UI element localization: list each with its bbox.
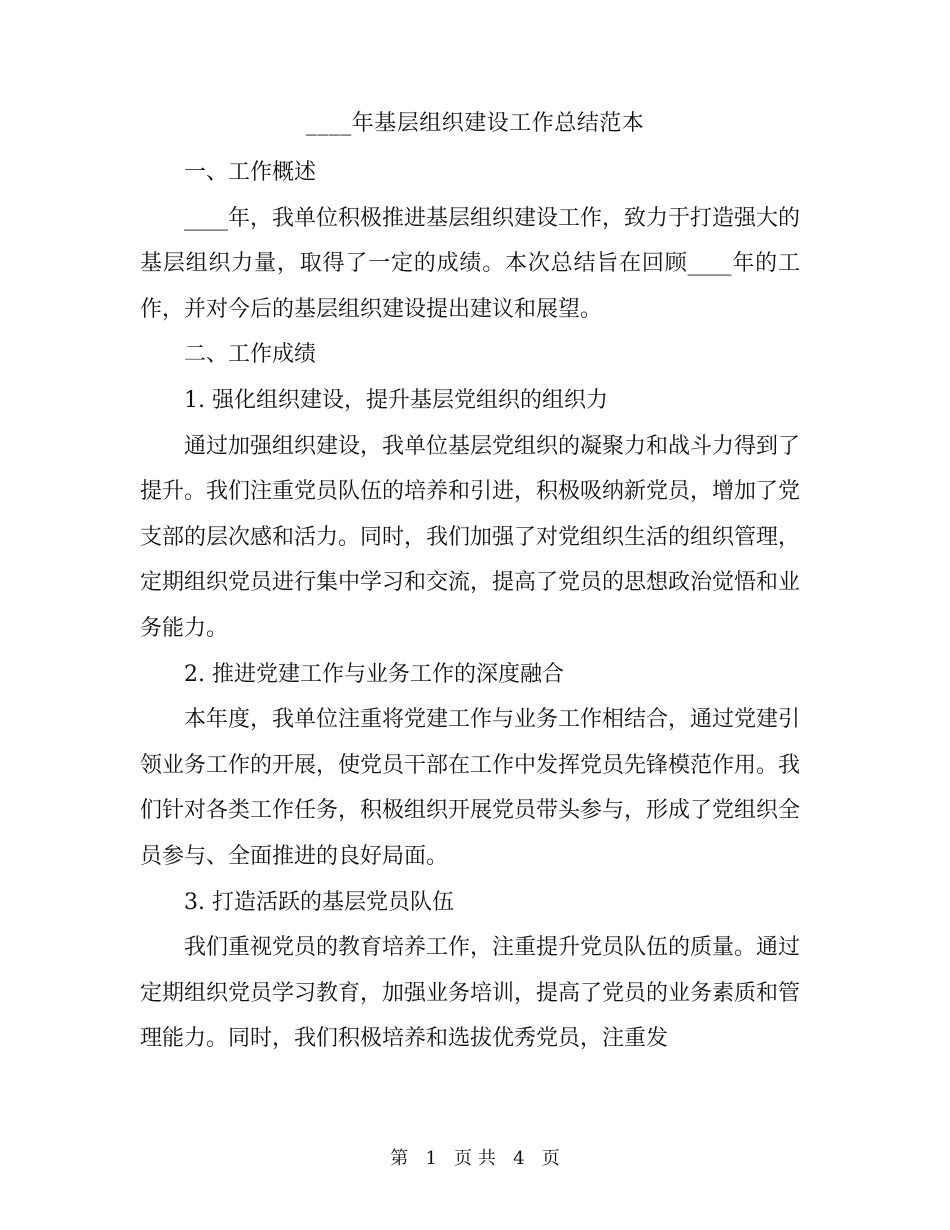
page-footer bbox=[0, 1144, 950, 1174]
footer-current-page: 1 bbox=[425, 1148, 437, 1169]
paragraph-2: 本年度，我单位注重将党建工作与业务工作相结合，通过党建引领业务工作的开展，使党员干部在工作中发挥党员先锋模范作用。我们针对各类工作任务，积极组织开展党员带头参与，形成了党组织全员参与、全面推进的良好局面。 bbox=[140, 707, 801, 869]
footer-middle: 页 共 bbox=[454, 1148, 496, 1169]
footer-prefix: 第 bbox=[390, 1148, 409, 1169]
subheading-1: 1. 强化组织建设，提升基层党组织的组织力 bbox=[184, 387, 608, 413]
section-heading-achievements: 二、工作成绩 bbox=[184, 342, 317, 368]
document-body bbox=[140, 150, 800, 1062]
section-heading-overview: 一、工作概述 bbox=[184, 160, 317, 185]
footer-suffix: 页 bbox=[541, 1148, 560, 1169]
document-title: ____年基层组织建设工作总结范本 bbox=[305, 111, 645, 136]
subheading-3: 3. 打造活跃的基层党员队伍 bbox=[184, 889, 454, 915]
paragraph-3: 我们重视党员的教育培养工作，注重提升党员队伍的质量。通过定期组织党员学习教育，加强业务培训，提高了党员的业务素质和管理能力。同时，我们积极培养和选拔优秀党员，注重发 bbox=[140, 935, 801, 1052]
footer-total-pages: 4 bbox=[513, 1148, 525, 1169]
paragraph-overview: ____年，我单位积极推进基层组织建设工作，致力于打造强大的基层组织力量，取得了一定的成绩。本次总结旨在回顾____年的工作，并对今后的基层组织建设提出建议和展望。 bbox=[140, 205, 801, 322]
subheading-2: 2. 推进党建工作与业务工作的深度融合 bbox=[184, 661, 564, 687]
paragraph-1: 通过加强组织建设，我单位基层党组织的凝聚力和战斗力得到了提升。我们注重党员队伍的培养和引进，积极吸纳新党员，增加了党支部的层次感和活力。同时，我们加强了对党组织生活的组织管理，定期组织党员进行集中学习和交流，提高了党员的思想政治觉悟和业务能力。 bbox=[140, 433, 801, 641]
